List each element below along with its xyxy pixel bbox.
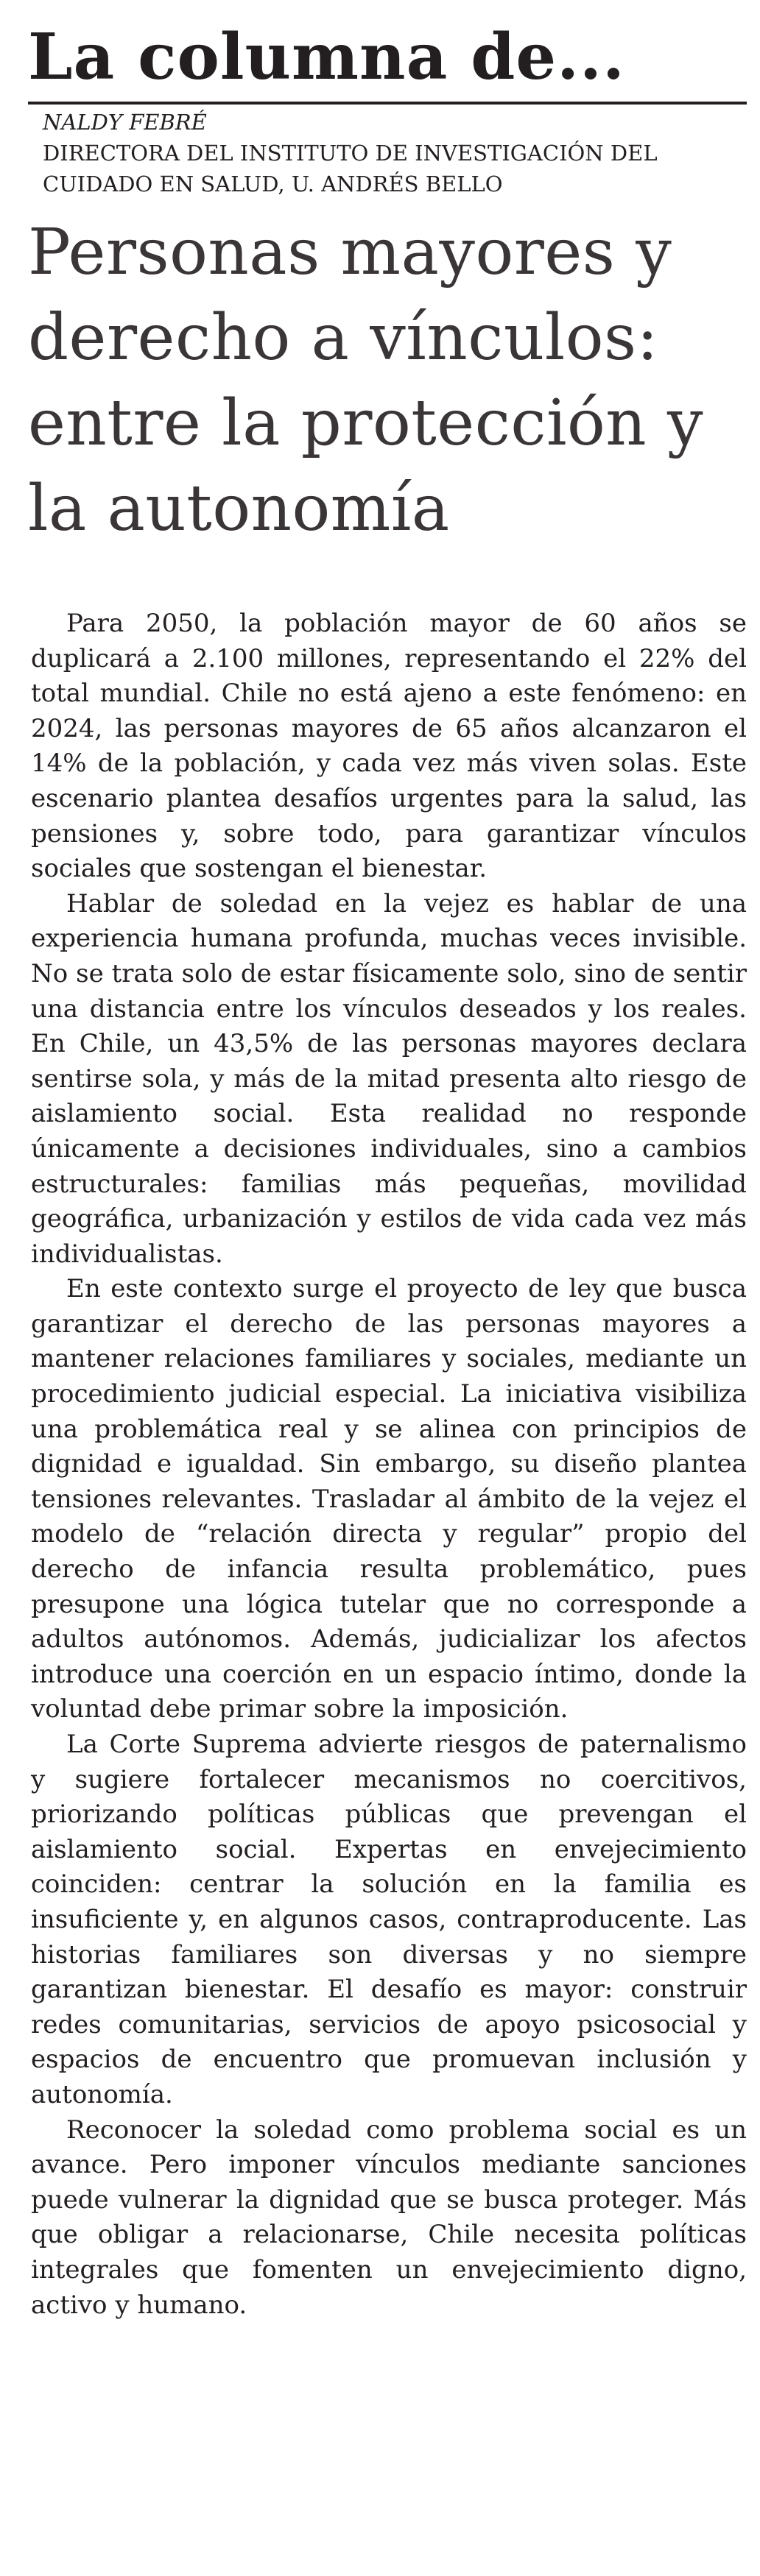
author-name: NALDY FEBRÉ [43,110,207,135]
section-title: La columna de... [28,20,625,94]
author-role: DIRECTORA DEL INSTITUTO DE INVESTIGACIÓN DEL CUIDADO EN SALUD, U. ANDRÉS BELLO [43,141,658,197]
article-body [31,606,747,2323]
title-divider [28,102,747,105]
article-paragraph: Reconocer la soledad como problema social es un avance. Pero imponer vínculos mediante sanciones puede vulnerar la dignidad que se busca proteger. Más que obligar a relacionarse, Chile necesita políticas integrales que fomenten un envejecimiento digno, activo y humano. [31,2115,747,2320]
article-paragraph: La Corte Suprema advierte riesgos de paternalismo y sugiere fortalecer mecanismos no coercitivos, priorizando políticas públicas que prevengan el aislamiento social. Expertas en envejecimiento coinciden: centrar la solución en la familia es insuficiente y, en algunos casos, contraproducente. Las historias familiares son diversas y no siempre garantizan bienestar. El desafío es mayor: construir redes comunitarias, servicios de apoyo psicosocial y espacios de encuentro que promuevan inclusión y autonomía. [31,1730,747,2109]
author-byline [43,107,742,199]
article-paragraph: Para 2050, la población mayor de 60 años se duplicará a 2.100 millones, representando el 22% del total mundial. Chile no está ajeno a este fenómeno: en 2024, las personas mayores de 65 años alcanzaron el 14% de la población, y cada vez más viven solas. Este escenario plantea desafíos urgentes para la salud, las pensiones y, sobre todo, para garantizar vínculos sociales que sostengan el bienestar. [31,609,747,884]
article-paragraph: Hablar de soledad en la vejez es hablar de una experiencia humana profunda, muchas veces invisible. No se trata solo de estar físicamente solo, sino de sentir una distancia entre los vínculos deseados y los reales. En Chile, un 43,5% de las personas mayores declara sentirse sola, y más de la mitad presenta alto riesgo de aislamiento social. Esta realidad no responde únicamente a decisiones individuales, sino a cambios estructurales: familias más pequeñas, movilidad geográfica, urbanización y estilos de vida cada vez más individualistas. [31,888,747,1269]
article-headline: Personas mayores y derecho a vínculos: entre la protección y la autonomía [28,216,704,545]
article-paragraph: En este contexto surge el proyecto de ley que busca garantizar el derecho de las personas mayores a mantener relaciones familiares y sociales, mediante un procedimiento judicial especial. La iniciativa visibiliza una problemática real y se alinea con principios de dignidad e igualdad. Sin embargo, su diseño plantea tensiones relevantes. Trasladar al ámbito de la vejez el modelo de “relación directa y regular” propio del derecho de infancia resulta problemático, pues presupone una lógica tutelar que no corresponde a adultos autónomos. Además, judicializar los afectos introduce una coerción en un espacio íntimo, donde la voluntad debe primar sobre la imposición. [31,1274,747,1724]
